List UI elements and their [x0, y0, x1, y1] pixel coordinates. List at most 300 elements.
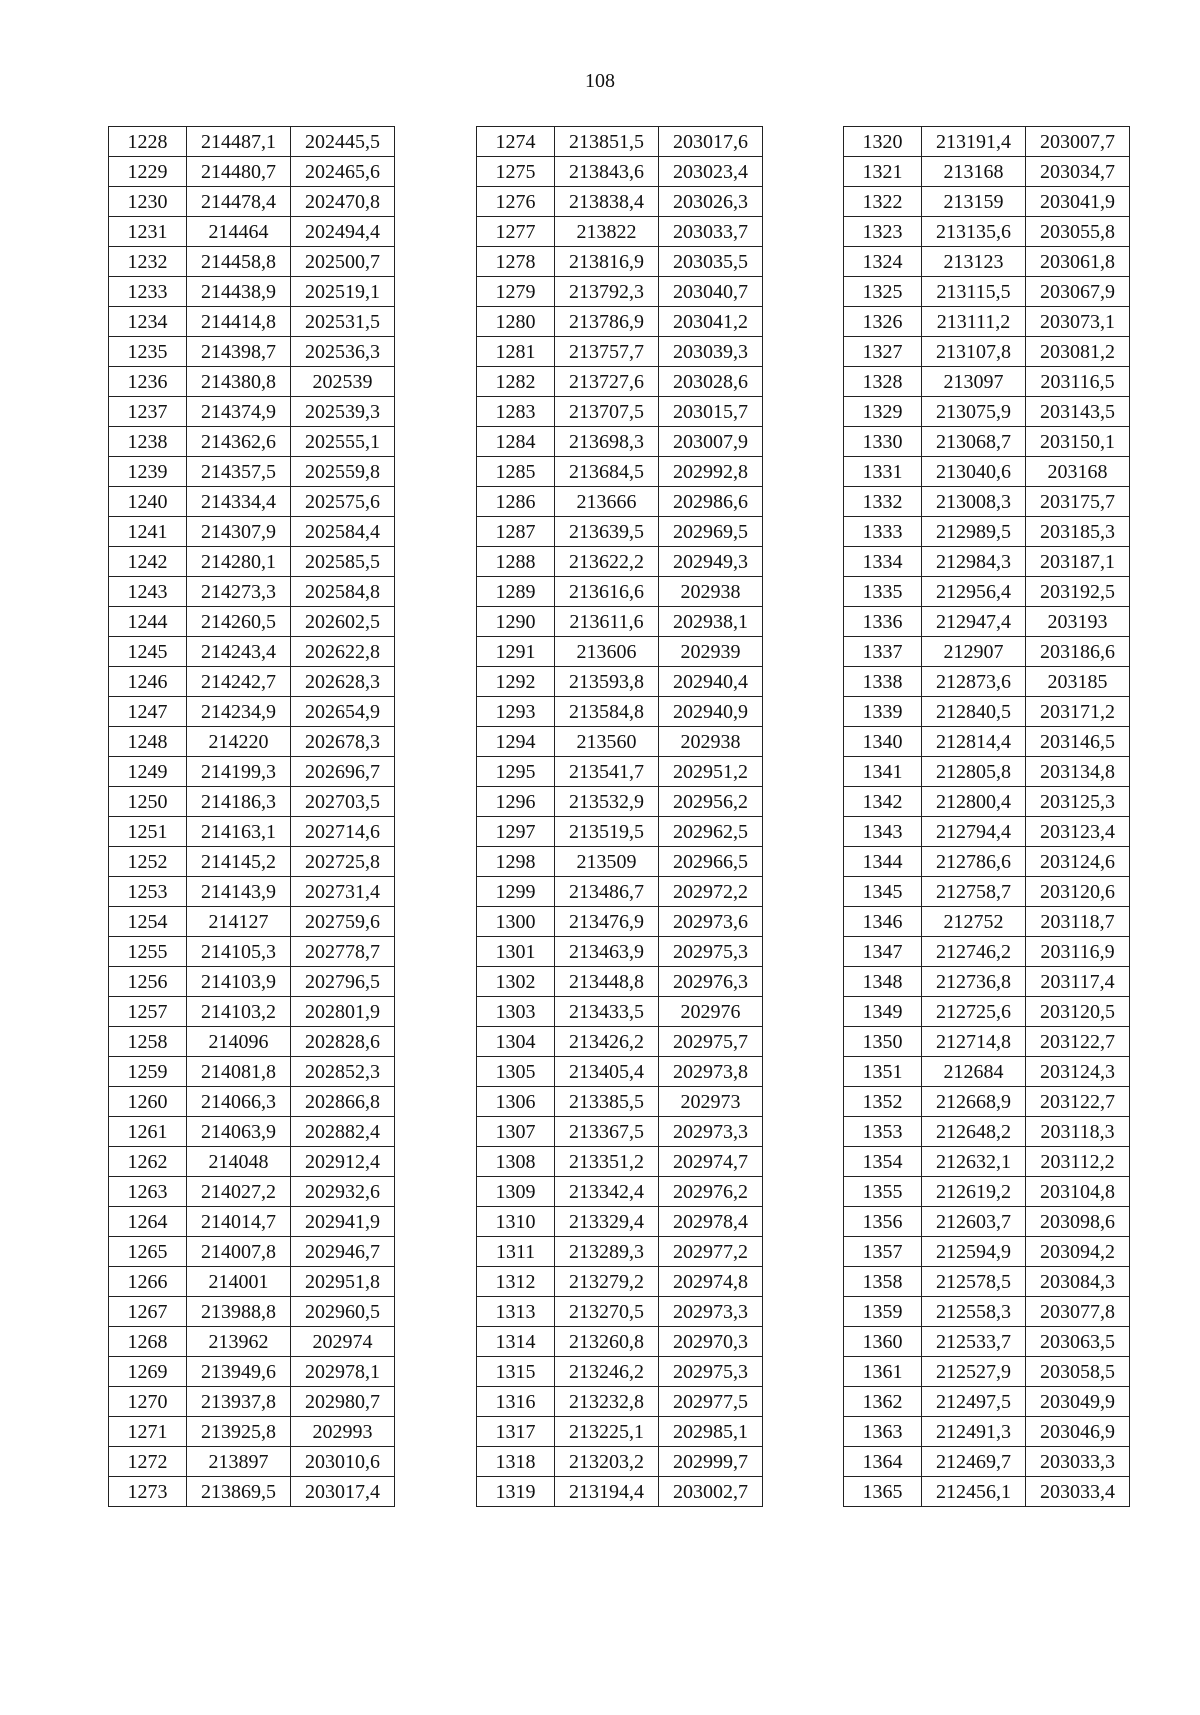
y-coordinate-cell: 203028,6 — [659, 367, 763, 397]
point-number-cell: 1357 — [844, 1237, 922, 1267]
x-coordinate-cell: 213168 — [922, 157, 1026, 187]
point-number-cell: 1263 — [109, 1177, 187, 1207]
point-number-cell: 1334 — [844, 547, 922, 577]
table-row — [844, 1297, 1130, 1327]
point-number-cell: 1269 — [109, 1357, 187, 1387]
table-row — [477, 127, 763, 157]
y-coordinate-cell: 202932,6 — [291, 1177, 395, 1207]
table-row — [477, 1147, 763, 1177]
x-coordinate-cell: 214103,2 — [187, 997, 291, 1027]
point-number-cell: 1346 — [844, 907, 922, 937]
x-coordinate-cell: 213203,2 — [555, 1447, 659, 1477]
point-number-cell: 1282 — [477, 367, 555, 397]
y-coordinate-cell: 202973,3 — [659, 1297, 763, 1327]
point-number-cell: 1247 — [109, 697, 187, 727]
table-row — [844, 397, 1130, 427]
table-row — [109, 1207, 395, 1237]
table-row — [477, 697, 763, 727]
point-number-cell: 1328 — [844, 367, 922, 397]
x-coordinate-cell: 213115,5 — [922, 277, 1026, 307]
point-number-cell: 1297 — [477, 817, 555, 847]
point-number-cell: 1241 — [109, 517, 187, 547]
y-coordinate-cell: 202940,9 — [659, 697, 763, 727]
point-number-cell: 1302 — [477, 967, 555, 997]
y-coordinate-cell: 202978,1 — [291, 1357, 395, 1387]
table-row — [844, 217, 1130, 247]
table-row — [109, 187, 395, 217]
table-row — [477, 517, 763, 547]
y-coordinate-cell: 202852,3 — [291, 1057, 395, 1087]
point-number-cell: 1244 — [109, 607, 187, 637]
table-row — [477, 217, 763, 247]
point-number-cell: 1305 — [477, 1057, 555, 1087]
point-number-cell: 1303 — [477, 997, 555, 1027]
x-coordinate-cell: 213925,8 — [187, 1417, 291, 1447]
table-row — [477, 1267, 763, 1297]
x-coordinate-cell: 214096 — [187, 1027, 291, 1057]
x-coordinate-cell: 213988,8 — [187, 1297, 291, 1327]
x-coordinate-cell: 212984,3 — [922, 547, 1026, 577]
y-coordinate-cell: 203007,9 — [659, 427, 763, 457]
x-coordinate-cell: 213851,5 — [555, 127, 659, 157]
x-coordinate-cell: 214280,1 — [187, 547, 291, 577]
x-coordinate-cell: 213843,6 — [555, 157, 659, 187]
point-number-cell: 1321 — [844, 157, 922, 187]
point-number-cell: 1249 — [109, 757, 187, 787]
x-coordinate-cell: 213684,5 — [555, 457, 659, 487]
y-coordinate-cell: 202974,8 — [659, 1267, 763, 1297]
point-number-cell: 1323 — [844, 217, 922, 247]
y-coordinate-cell: 202980,7 — [291, 1387, 395, 1417]
point-number-cell: 1353 — [844, 1117, 922, 1147]
x-coordinate-cell: 212578,5 — [922, 1267, 1026, 1297]
table-row — [477, 1297, 763, 1327]
table-row — [844, 1237, 1130, 1267]
table-row — [844, 487, 1130, 517]
x-coordinate-cell: 213962 — [187, 1327, 291, 1357]
x-coordinate-cell: 213786,9 — [555, 307, 659, 337]
point-number-cell: 1245 — [109, 637, 187, 667]
y-coordinate-cell: 203117,4 — [1026, 967, 1130, 997]
x-coordinate-cell: 214438,9 — [187, 277, 291, 307]
table-row — [477, 187, 763, 217]
table-row — [844, 307, 1130, 337]
y-coordinate-cell: 202973,8 — [659, 1057, 763, 1087]
table-row — [477, 787, 763, 817]
x-coordinate-cell: 213822 — [555, 217, 659, 247]
table-row — [109, 787, 395, 817]
table-row — [477, 937, 763, 967]
table-row — [477, 277, 763, 307]
x-coordinate-cell: 213008,3 — [922, 487, 1026, 517]
y-coordinate-cell: 203118,3 — [1026, 1117, 1130, 1147]
table-row — [844, 1207, 1130, 1237]
y-coordinate-cell: 203116,5 — [1026, 367, 1130, 397]
point-number-cell: 1237 — [109, 397, 187, 427]
table-row — [109, 1177, 395, 1207]
x-coordinate-cell: 213107,8 — [922, 337, 1026, 367]
point-number-cell: 1308 — [477, 1147, 555, 1177]
point-number-cell: 1336 — [844, 607, 922, 637]
table-row — [109, 1027, 395, 1057]
x-coordinate-cell: 214260,5 — [187, 607, 291, 637]
point-number-cell: 1283 — [477, 397, 555, 427]
table-row — [477, 1477, 763, 1507]
y-coordinate-cell: 203146,5 — [1026, 727, 1130, 757]
x-coordinate-cell: 213111,2 — [922, 307, 1026, 337]
y-coordinate-cell: 202602,5 — [291, 607, 395, 637]
point-number-cell: 1362 — [844, 1387, 922, 1417]
y-coordinate-cell: 202978,4 — [659, 1207, 763, 1237]
y-coordinate-cell: 202975,3 — [659, 1357, 763, 1387]
x-coordinate-cell: 213486,7 — [555, 877, 659, 907]
table-row — [844, 547, 1130, 577]
y-coordinate-cell: 203040,7 — [659, 277, 763, 307]
y-coordinate-cell: 203124,6 — [1026, 847, 1130, 877]
point-number-cell: 1238 — [109, 427, 187, 457]
x-coordinate-cell: 214001 — [187, 1267, 291, 1297]
point-number-cell: 1261 — [109, 1117, 187, 1147]
table-row — [844, 1147, 1130, 1177]
table-row — [477, 1237, 763, 1267]
table-row — [844, 1267, 1130, 1297]
point-number-cell: 1246 — [109, 667, 187, 697]
x-coordinate-cell: 214374,9 — [187, 397, 291, 427]
table-row — [477, 1417, 763, 1447]
x-coordinate-cell: 213225,1 — [555, 1417, 659, 1447]
table-row — [844, 847, 1130, 877]
table-row — [109, 1477, 395, 1507]
x-coordinate-cell: 213433,5 — [555, 997, 659, 1027]
point-number-cell: 1230 — [109, 187, 187, 217]
x-coordinate-cell: 214105,3 — [187, 937, 291, 967]
table-row — [109, 1297, 395, 1327]
x-coordinate-cell: 213279,2 — [555, 1267, 659, 1297]
y-coordinate-cell: 202882,4 — [291, 1117, 395, 1147]
point-number-cell: 1318 — [477, 1447, 555, 1477]
y-coordinate-cell: 202999,7 — [659, 1447, 763, 1477]
table-row — [844, 1477, 1130, 1507]
y-coordinate-cell: 202974 — [291, 1327, 395, 1357]
x-coordinate-cell: 213611,6 — [555, 607, 659, 637]
x-coordinate-cell: 213135,6 — [922, 217, 1026, 247]
y-coordinate-cell: 203125,3 — [1026, 787, 1130, 817]
x-coordinate-cell: 213194,4 — [555, 1477, 659, 1507]
point-number-cell: 1288 — [477, 547, 555, 577]
x-coordinate-cell: 213584,8 — [555, 697, 659, 727]
x-coordinate-cell: 214143,9 — [187, 877, 291, 907]
y-coordinate-cell: 202801,9 — [291, 997, 395, 1027]
point-number-cell: 1268 — [109, 1327, 187, 1357]
y-coordinate-cell: 203187,1 — [1026, 547, 1130, 577]
table-row — [844, 667, 1130, 697]
y-coordinate-cell: 203150,1 — [1026, 427, 1130, 457]
table-row — [109, 217, 395, 247]
y-coordinate-cell: 202960,5 — [291, 1297, 395, 1327]
page-number: 108 — [585, 70, 615, 92]
point-number-cell: 1298 — [477, 847, 555, 877]
x-coordinate-cell: 213792,3 — [555, 277, 659, 307]
point-number-cell: 1359 — [844, 1297, 922, 1327]
table-row — [109, 637, 395, 667]
point-number-cell: 1277 — [477, 217, 555, 247]
y-coordinate-cell: 202970,3 — [659, 1327, 763, 1357]
table-row — [477, 547, 763, 577]
x-coordinate-cell: 213040,6 — [922, 457, 1026, 487]
point-number-cell: 1285 — [477, 457, 555, 487]
point-number-cell: 1231 — [109, 217, 187, 247]
point-number-cell: 1234 — [109, 307, 187, 337]
table-row — [477, 967, 763, 997]
x-coordinate-cell: 214234,9 — [187, 697, 291, 727]
y-coordinate-cell: 202977,5 — [659, 1387, 763, 1417]
table-row — [844, 697, 1130, 727]
table-row — [477, 997, 763, 1027]
table-row — [109, 1417, 395, 1447]
point-number-cell: 1306 — [477, 1087, 555, 1117]
x-coordinate-cell: 212736,8 — [922, 967, 1026, 997]
y-coordinate-cell: 202539,3 — [291, 397, 395, 427]
table-row — [844, 607, 1130, 637]
point-number-cell: 1338 — [844, 667, 922, 697]
x-coordinate-cell: 213329,4 — [555, 1207, 659, 1237]
x-coordinate-cell: 214014,7 — [187, 1207, 291, 1237]
y-coordinate-cell: 202938,1 — [659, 607, 763, 637]
y-coordinate-cell: 203046,9 — [1026, 1417, 1130, 1447]
x-coordinate-cell: 213541,7 — [555, 757, 659, 787]
table-row — [109, 1117, 395, 1147]
point-number-cell: 1259 — [109, 1057, 187, 1087]
point-number-cell: 1240 — [109, 487, 187, 517]
x-coordinate-cell: 214027,2 — [187, 1177, 291, 1207]
x-coordinate-cell: 212725,6 — [922, 997, 1026, 1027]
point-number-cell: 1364 — [844, 1447, 922, 1477]
point-number-cell: 1329 — [844, 397, 922, 427]
x-coordinate-cell: 214048 — [187, 1147, 291, 1177]
point-number-cell: 1340 — [844, 727, 922, 757]
table-row — [844, 787, 1130, 817]
x-coordinate-cell: 214480,7 — [187, 157, 291, 187]
x-coordinate-cell: 212752 — [922, 907, 1026, 937]
y-coordinate-cell: 202654,9 — [291, 697, 395, 727]
table-row — [844, 997, 1130, 1027]
point-number-cell: 1235 — [109, 337, 187, 367]
x-coordinate-cell: 213560 — [555, 727, 659, 757]
point-number-cell: 1267 — [109, 1297, 187, 1327]
table-row — [477, 637, 763, 667]
table-row — [844, 427, 1130, 457]
table-row — [844, 757, 1130, 787]
table-row — [844, 187, 1130, 217]
x-coordinate-cell: 213385,5 — [555, 1087, 659, 1117]
point-number-cell: 1326 — [844, 307, 922, 337]
table-row — [109, 577, 395, 607]
point-number-cell: 1361 — [844, 1357, 922, 1387]
table-row — [109, 427, 395, 457]
y-coordinate-cell: 202575,6 — [291, 487, 395, 517]
table-row — [844, 157, 1130, 187]
point-number-cell: 1301 — [477, 937, 555, 967]
y-coordinate-cell: 202796,5 — [291, 967, 395, 997]
table-row — [844, 967, 1130, 997]
x-coordinate-cell: 214063,9 — [187, 1117, 291, 1147]
table-row — [844, 1177, 1130, 1207]
x-coordinate-cell: 213698,3 — [555, 427, 659, 457]
table-row — [844, 877, 1130, 907]
table-row — [477, 877, 763, 907]
point-number-cell: 1339 — [844, 697, 922, 727]
y-coordinate-cell: 202759,6 — [291, 907, 395, 937]
y-coordinate-cell: 202975,3 — [659, 937, 763, 967]
y-coordinate-cell: 203015,7 — [659, 397, 763, 427]
x-coordinate-cell: 214163,1 — [187, 817, 291, 847]
y-coordinate-cell: 202973,6 — [659, 907, 763, 937]
point-number-cell: 1295 — [477, 757, 555, 787]
table-row — [844, 1447, 1130, 1477]
y-coordinate-cell: 203023,4 — [659, 157, 763, 187]
point-number-cell: 1352 — [844, 1087, 922, 1117]
table-row — [109, 1087, 395, 1117]
y-coordinate-cell: 203175,7 — [1026, 487, 1130, 517]
table-row — [109, 1357, 395, 1387]
point-number-cell: 1270 — [109, 1387, 187, 1417]
point-number-cell: 1314 — [477, 1327, 555, 1357]
y-coordinate-cell: 203120,6 — [1026, 877, 1130, 907]
table-row — [844, 517, 1130, 547]
y-coordinate-cell: 202941,9 — [291, 1207, 395, 1237]
point-number-cell: 1276 — [477, 187, 555, 217]
x-coordinate-cell: 212840,5 — [922, 697, 1026, 727]
table-row — [109, 907, 395, 937]
x-coordinate-cell: 214243,4 — [187, 637, 291, 667]
x-coordinate-cell: 213727,6 — [555, 367, 659, 397]
point-number-cell: 1236 — [109, 367, 187, 397]
table-row — [844, 937, 1130, 967]
table-row — [477, 817, 763, 847]
table-row — [477, 1207, 763, 1237]
y-coordinate-cell: 202731,4 — [291, 877, 395, 907]
y-coordinate-cell: 202977,2 — [659, 1237, 763, 1267]
x-coordinate-cell: 213869,5 — [187, 1477, 291, 1507]
table-row — [844, 1327, 1130, 1357]
x-coordinate-cell: 213405,4 — [555, 1057, 659, 1087]
y-coordinate-cell: 203049,9 — [1026, 1387, 1130, 1417]
point-number-cell: 1254 — [109, 907, 187, 937]
x-coordinate-cell: 213191,4 — [922, 127, 1026, 157]
point-number-cell: 1294 — [477, 727, 555, 757]
y-coordinate-cell: 202470,8 — [291, 187, 395, 217]
y-coordinate-cell: 203061,8 — [1026, 247, 1130, 277]
point-number-cell: 1365 — [844, 1477, 922, 1507]
table-row — [109, 277, 395, 307]
table-row — [477, 337, 763, 367]
table-row — [109, 937, 395, 967]
y-coordinate-cell: 203123,4 — [1026, 817, 1130, 847]
y-coordinate-cell: 203186,6 — [1026, 637, 1130, 667]
x-coordinate-cell: 212668,9 — [922, 1087, 1026, 1117]
table-row — [844, 1117, 1130, 1147]
y-coordinate-cell: 203185,3 — [1026, 517, 1130, 547]
x-coordinate-cell: 212786,6 — [922, 847, 1026, 877]
table-row — [844, 1417, 1130, 1447]
y-coordinate-cell: 203168 — [1026, 457, 1130, 487]
table-row — [844, 1387, 1130, 1417]
x-coordinate-cell: 213666 — [555, 487, 659, 517]
y-coordinate-cell: 202966,5 — [659, 847, 763, 877]
y-coordinate-cell: 203192,5 — [1026, 577, 1130, 607]
x-coordinate-cell: 212814,4 — [922, 727, 1026, 757]
y-coordinate-cell: 203120,5 — [1026, 997, 1130, 1027]
point-number-cell: 1229 — [109, 157, 187, 187]
x-coordinate-cell: 214199,3 — [187, 757, 291, 787]
table-row — [477, 427, 763, 457]
y-coordinate-cell: 203034,7 — [1026, 157, 1130, 187]
point-number-cell: 1345 — [844, 877, 922, 907]
x-coordinate-cell: 213593,8 — [555, 667, 659, 697]
point-number-cell: 1319 — [477, 1477, 555, 1507]
x-coordinate-cell: 214487,1 — [187, 127, 291, 157]
x-coordinate-cell: 212746,2 — [922, 937, 1026, 967]
point-number-cell: 1299 — [477, 877, 555, 907]
table-row — [109, 247, 395, 277]
table-row — [477, 907, 763, 937]
point-number-cell: 1251 — [109, 817, 187, 847]
point-number-cell: 1274 — [477, 127, 555, 157]
y-coordinate-cell: 203041,2 — [659, 307, 763, 337]
x-coordinate-cell: 212533,7 — [922, 1327, 1026, 1357]
x-coordinate-cell: 214007,8 — [187, 1237, 291, 1267]
table-row — [844, 1357, 1130, 1387]
y-coordinate-cell: 202938 — [659, 727, 763, 757]
y-coordinate-cell: 202519,1 — [291, 277, 395, 307]
table-row — [109, 607, 395, 637]
y-coordinate-cell: 202972,2 — [659, 877, 763, 907]
y-coordinate-cell: 202500,7 — [291, 247, 395, 277]
point-number-cell: 1358 — [844, 1267, 922, 1297]
point-number-cell: 1335 — [844, 577, 922, 607]
point-number-cell: 1300 — [477, 907, 555, 937]
x-coordinate-cell: 212714,8 — [922, 1027, 1026, 1057]
table-row — [477, 757, 763, 787]
point-number-cell: 1349 — [844, 997, 922, 1027]
y-coordinate-cell: 202725,8 — [291, 847, 395, 877]
x-coordinate-cell: 213519,5 — [555, 817, 659, 847]
y-coordinate-cell: 202696,7 — [291, 757, 395, 787]
table-row — [109, 1237, 395, 1267]
x-coordinate-cell: 214334,4 — [187, 487, 291, 517]
table-row — [844, 577, 1130, 607]
y-coordinate-cell: 203017,4 — [291, 1477, 395, 1507]
table-row — [109, 1387, 395, 1417]
y-coordinate-cell: 203171,2 — [1026, 697, 1130, 727]
y-coordinate-cell: 202951,2 — [659, 757, 763, 787]
point-number-cell: 1228 — [109, 127, 187, 157]
point-number-cell: 1310 — [477, 1207, 555, 1237]
point-number-cell: 1311 — [477, 1237, 555, 1267]
y-coordinate-cell: 202985,1 — [659, 1417, 763, 1447]
y-coordinate-cell: 203077,8 — [1026, 1297, 1130, 1327]
table-row — [109, 967, 395, 997]
y-coordinate-cell: 202555,1 — [291, 427, 395, 457]
y-coordinate-cell: 202559,8 — [291, 457, 395, 487]
x-coordinate-cell: 213260,8 — [555, 1327, 659, 1357]
point-number-cell: 1273 — [109, 1477, 187, 1507]
x-coordinate-cell: 213159 — [922, 187, 1026, 217]
y-coordinate-cell: 203104,8 — [1026, 1177, 1130, 1207]
table-row — [109, 517, 395, 547]
table-row — [477, 1447, 763, 1477]
x-coordinate-cell: 213075,9 — [922, 397, 1026, 427]
